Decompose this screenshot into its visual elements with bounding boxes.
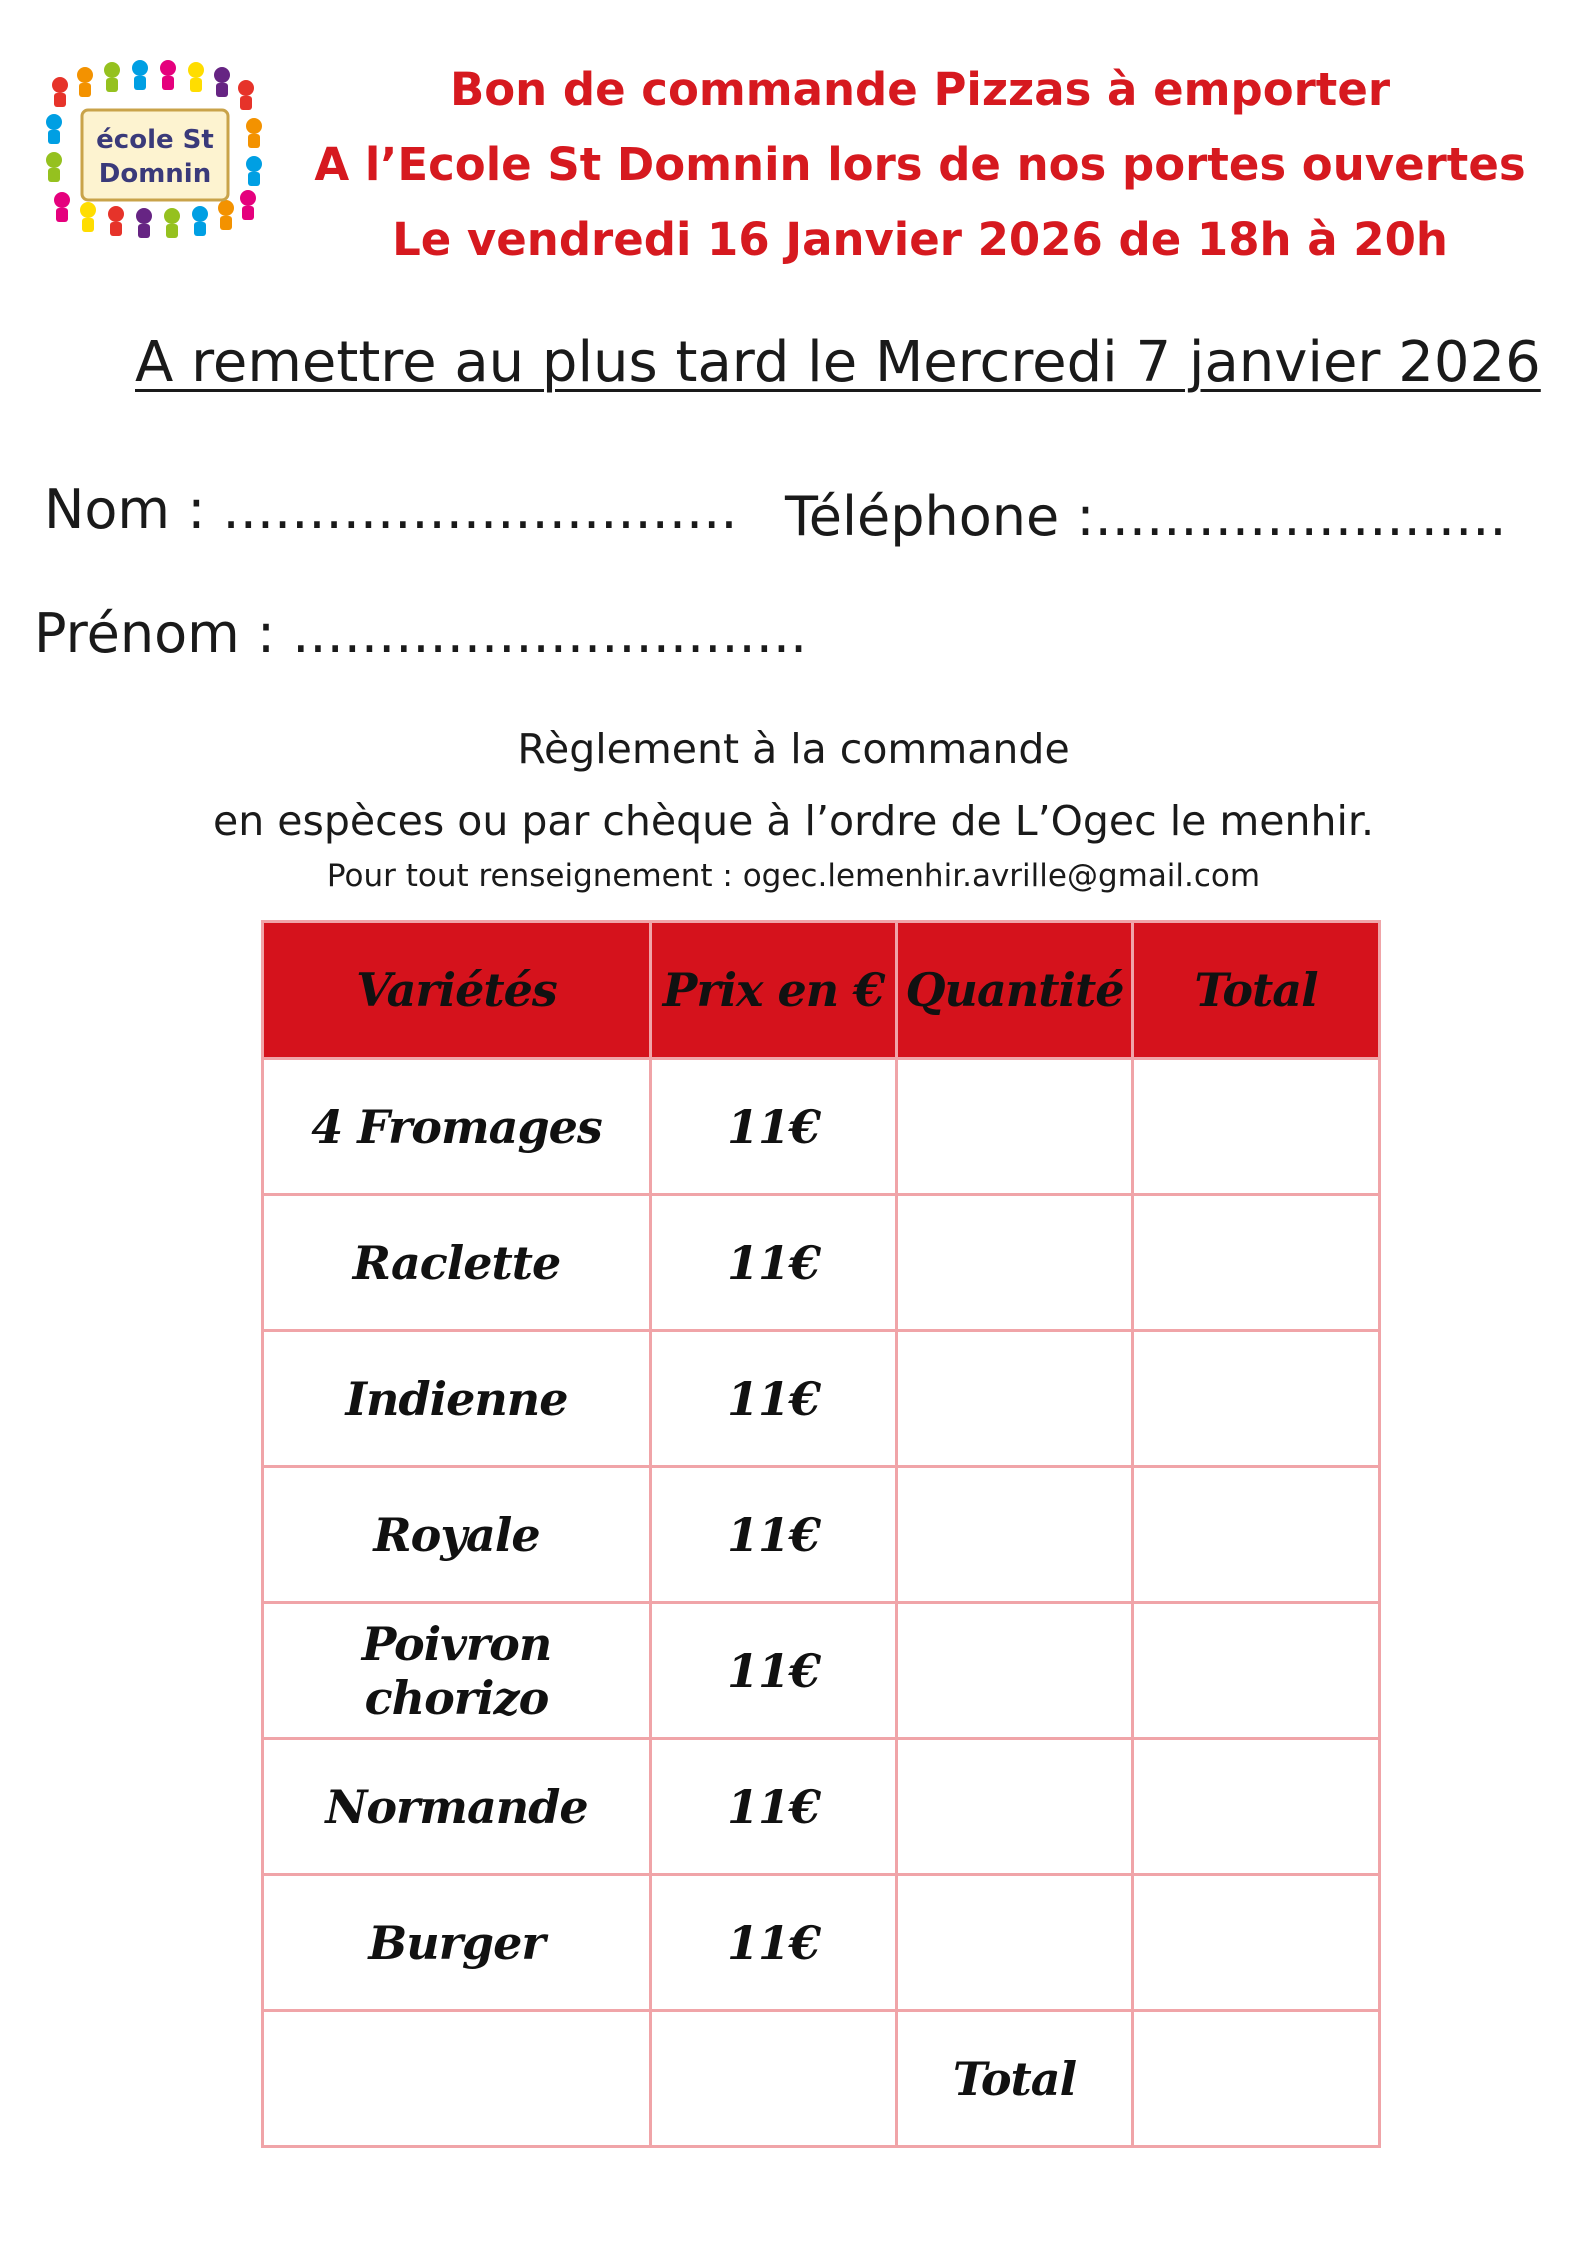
variety-cell: Raclette — [263, 1195, 651, 1331]
table-row — [263, 1195, 1380, 1331]
total-cell[interactable] — [1133, 1059, 1380, 1195]
quantity-cell[interactable] — [897, 1739, 1133, 1875]
table-row — [263, 1875, 1380, 2011]
logo-text-line1: école St — [96, 125, 214, 155]
grand-total-cell[interactable] — [1133, 2011, 1380, 2147]
header-price: Prix en € — [651, 922, 897, 1059]
variety-cell: Royale — [263, 1467, 651, 1603]
header-line-1: Bon de commande Pizzas à emporter — [449, 63, 1391, 116]
price-cell: 11€ — [651, 1331, 897, 1467]
variety-cell: Burger — [263, 1875, 651, 2011]
payment-line-2: en espèces ou par chèque à l’ordre de L’Ogec le menhir. — [213, 797, 1374, 845]
variety-cell: Normande — [263, 1739, 651, 1875]
variety-cell: 4 Fromages — [263, 1059, 651, 1195]
total-cell[interactable] — [1133, 1195, 1380, 1331]
table-row — [263, 1739, 1380, 1875]
payment-line-1: Règlement à la commande — [517, 725, 1070, 773]
nom-field[interactable]: Nom : .............................. — [44, 478, 738, 541]
price-cell: 11€ — [651, 1875, 897, 2011]
price-cell: 11€ — [651, 1603, 897, 1739]
logo-text-line2: Domnin — [98, 159, 212, 189]
telephone-field[interactable]: Téléphone :........................ — [785, 485, 1507, 548]
table-header-row — [263, 922, 1380, 1059]
quantity-cell[interactable] — [897, 1195, 1133, 1331]
prenom-field[interactable]: Prénom : .............................. — [34, 602, 808, 665]
variety-cell: Poivron chorizo — [263, 1603, 651, 1739]
total-cell[interactable] — [1133, 1467, 1380, 1603]
price-cell: 11€ — [651, 1739, 897, 1875]
table-row — [263, 1603, 1380, 1739]
header-line-3: Le vendredi 16 Janvier 2026 de 18h à 20h — [392, 213, 1448, 266]
children-circle-logo-icon — [40, 60, 270, 240]
variety-cell: Indienne — [263, 1331, 651, 1467]
price-cell: 11€ — [651, 1059, 897, 1195]
total-cell[interactable] — [1133, 1875, 1380, 2011]
empty-cell — [651, 2011, 897, 2147]
price-cell: 11€ — [651, 1195, 897, 1331]
empty-cell — [263, 2011, 651, 2147]
order-table — [261, 920, 1381, 2148]
quantity-cell[interactable] — [897, 1059, 1133, 1195]
quantity-cell[interactable] — [897, 1467, 1133, 1603]
total-cell[interactable] — [1133, 1739, 1380, 1875]
header-title — [270, 52, 1570, 277]
deadline-notice: A remettre au plus tard le Mercredi 7 janvier 2026 — [135, 330, 1541, 395]
total-label-cell: Total — [897, 2011, 1133, 2147]
quantity-cell[interactable] — [897, 1875, 1133, 2011]
header-variety: Variétés — [263, 922, 651, 1059]
price-cell: 11€ — [651, 1467, 897, 1603]
total-cell[interactable] — [1133, 1603, 1380, 1739]
quantity-cell[interactable] — [897, 1331, 1133, 1467]
school-logo — [40, 60, 270, 240]
header-total: Total — [1133, 922, 1380, 1059]
contact-info: Pour tout renseignement : ogec.lemenhir.avrille@gmail.com — [326, 858, 1261, 894]
table-row — [263, 1059, 1380, 1195]
table-total-row — [263, 2011, 1380, 2147]
quantity-cell[interactable] — [897, 1603, 1133, 1739]
total-cell[interactable] — [1133, 1331, 1380, 1467]
table-row — [263, 1467, 1380, 1603]
header-quantity: Quantité — [897, 922, 1133, 1059]
table-row — [263, 1331, 1380, 1467]
header-line-2: A l’Ecole St Domnin lors de nos portes ouvertes — [314, 138, 1526, 191]
